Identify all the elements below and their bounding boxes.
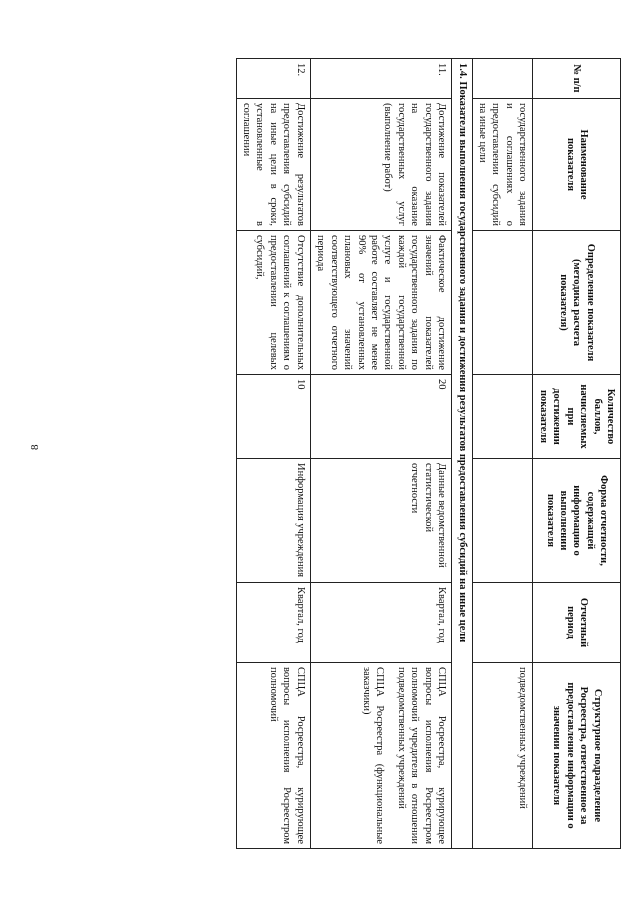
col-header-definition: Определение показателя (методика расчета показателя) [533,231,621,375]
col-header-num: № п/п [533,59,621,99]
row-responsible-2: СПЦА Росреестра (функциональные заказчики) [361,667,386,844]
col-header-report-form: Форма отчетности, содержащей информацию о выполнении показателя [533,459,621,583]
row-report-form: Данные ведомственной статистической отчетности [310,459,451,583]
page-number: 8 [29,444,41,450]
section-title: 1.4. Показатели выполнения государственного задания и достижения результатов предоставления субсидий на иные цели [452,59,472,849]
table-row [472,59,533,849]
col-header-name: Наименование показателя [533,99,621,231]
col-header-period: Отчетный период [533,583,621,663]
row-num: 12. [236,59,310,99]
section-row [452,59,472,849]
row-name: Достижение показателей государственного задания на оказание государственных услуг (выполнение работ) [310,99,451,231]
row-points: 20 [310,375,451,459]
col-header-points: Количество баллов, начисляемых при достижении показателя [533,375,621,459]
row-points: 10 [236,375,310,459]
row-period: Квартал, год [236,583,310,663]
row-definition: Фактическое достижение значений показателей государственного задания по каждой государственной услуге и государственной работе составляет не менее 90% от установленных плановых значений соответствующего отчетного периода [310,231,451,375]
row-report-form: Информация учреждения [236,459,310,583]
row-definition: Отсутствие дополнительных соглашений к соглашениям о предоставлении целевых субсидий, [236,231,310,375]
table-row [310,59,451,849]
row-period: Квартал, год [310,583,451,663]
row-responsible: СПЦА Росреестра, курирующее вопросы исполнения Росреестром полномочий [236,663,310,849]
indicators-table [236,58,621,849]
table-row [236,59,310,849]
carry-row-responsible: подведомственных учреждений [472,663,533,849]
carry-row-name: государственного задания и соглашениях о предоставлении субсидий на иные цели [472,99,533,231]
row-name: Достижение результатов предоставления субсидий на иные цели в сроки, установленные в соглашении [236,99,310,231]
table-header-row [533,59,621,849]
col-header-responsible: Структурное подразделение Росреестра, ответственное за предоставление информации о значении показателя [533,663,621,849]
row-num: 11. [310,59,451,99]
row-responsible [310,663,451,849]
row-responsible-1: СПЦА Росреестра, курирующее вопросы исполнения Росреестром полномочий учредителя в отношении подведомственных учреждений [395,667,448,844]
rotated-table-container [61,58,621,848]
